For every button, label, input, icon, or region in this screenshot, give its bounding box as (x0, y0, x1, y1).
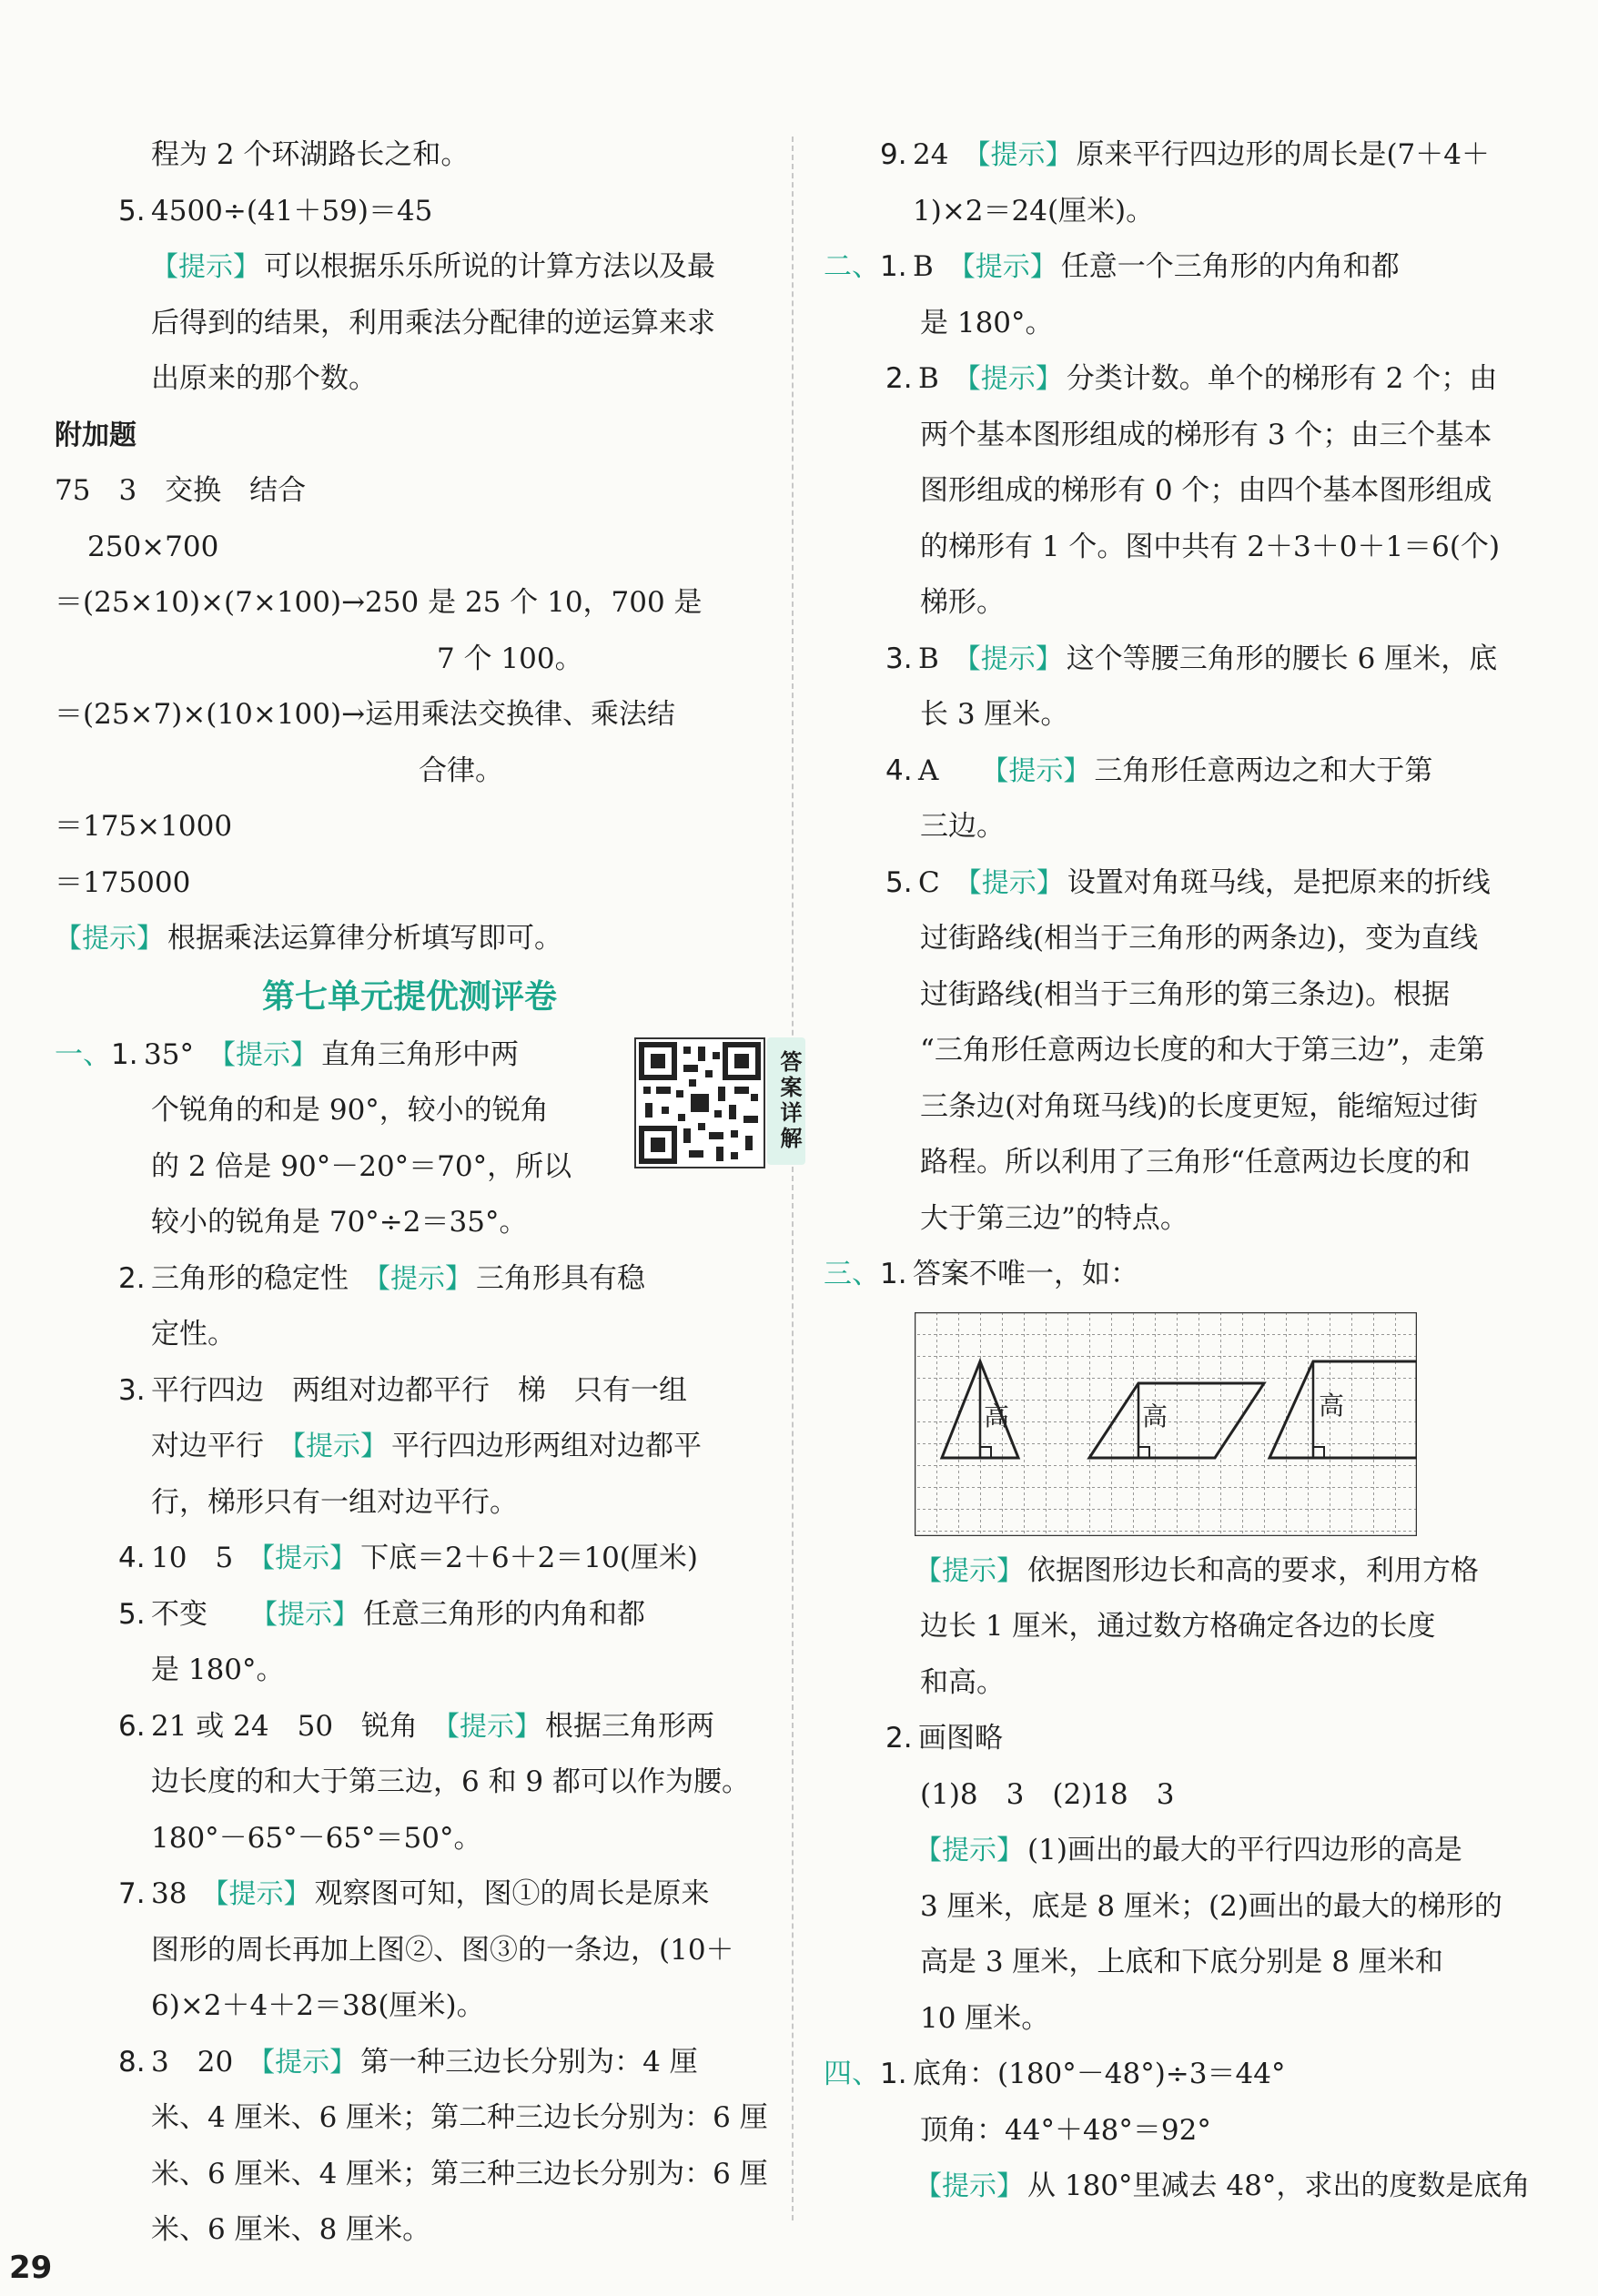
qr-label: 答案详解 (767, 1037, 805, 1165)
hint-label: 【提示】 (261, 2046, 358, 2079)
hint-label: 【提示】 (915, 1554, 1024, 1587)
text-line: 边长 1 厘米，通过数方格确定各边的长度 (920, 1610, 1436, 1643)
hint-label: 【提示】 (961, 251, 1057, 283)
hint-label: 【提示】 (915, 2170, 1024, 2202)
section-title: 第七单元提优测评卷 (261, 977, 557, 1016)
column-divider (792, 137, 794, 2220)
answer-7: 7. 38 【提示】 观察图可知，图①的周长是原来 (118, 1877, 710, 1910)
height-label: 高 (1319, 1390, 1345, 1421)
text-line: 75 3 交换 结合 (55, 474, 307, 507)
text-line: 高是 3 厘米，上底和下底分别是 8 厘米和 (920, 1946, 1443, 1978)
text-line: 大于第三边”的特点。 (920, 1201, 1188, 1235)
text-line: 三条边(对角斑马线)的长度更短，能缩短过街 (920, 1089, 1479, 1123)
text-line: 较小的锐角是 70°÷2＝35°。 (151, 1206, 528, 1239)
right-column (824, 127, 1533, 2215)
text-line: “三角形任意两边长度的和大于第三边”，走第 (920, 1034, 1485, 1067)
text-line: 顶角：44°＋48°＝92° (920, 2113, 1211, 2147)
hint-label: 【提示】 (55, 923, 164, 955)
hint-label: 【提示】 (915, 1835, 1024, 1866)
text-line: 个锐角的和是 90°，较小的锐角 (151, 1094, 549, 1127)
text-line: ＝(25×7)×(10×100)→运用乘法交换律、乘法结 (55, 698, 676, 731)
text-line: 定性。 (151, 1318, 236, 1350)
answer-b4: 4. A 【提示】 三角形任意两边之和大于第 (885, 754, 1433, 787)
text-line: 梯形。 (920, 586, 1005, 619)
text-line: ＝175×1000 (55, 810, 233, 843)
height-label: 高 (1142, 1401, 1168, 1431)
hint-line: 【提示】 (1)画出的最大的平行四边形的高是 (915, 1834, 1462, 1866)
text-line: 三边。 (920, 810, 1005, 843)
answer-c2: 2. 画图略 (885, 1722, 1003, 1755)
text-line: 的梯形有 1 个。图中共有 2＋3＋0＋1＝6(个) (920, 530, 1501, 563)
text-line: 10 厘米。 (920, 2001, 1050, 2035)
text-line: 180°－65°－65°＝50°。 (151, 1821, 482, 1855)
answer-b1: 二、1. B 【提示】 任意一个三角形的内角和都 (824, 250, 1400, 283)
hint-line: 【提示】 从 180°里减去 48°，求出的度数是底角 (915, 2170, 1531, 2202)
text-line: 合律。 (419, 754, 503, 787)
text-line: 程为 2 个环湖路长之和。 (151, 138, 470, 171)
height-label: 高 (984, 1401, 1010, 1431)
text-line: 后得到的结果，利用乘法分配律的逆运算来求 (151, 306, 715, 339)
bonus-heading: 附加题 (55, 419, 137, 451)
text-line: 路程。所以利用了三角形“任意两边长度的和 (920, 1146, 1471, 1178)
qr-block[interactable] (587, 1037, 814, 1174)
text-line: ＝175000 (55, 865, 191, 899)
answer-8: 8. 3 20 【提示】 第一种三边长分别为：4 厘 (118, 2045, 698, 2079)
text-line: 两个基本图形组成的梯形有 3 个；由三个基本 (920, 418, 1492, 451)
answer-5: 5. 不变 【提示】 任意三角形的内角和都 (118, 1597, 645, 1631)
hint-label: 【提示】 (966, 642, 1063, 675)
grid-figure (915, 1312, 1417, 1536)
answer-2: 2. 三角形的稳定性 【提示】 三角形具有稳 (118, 1261, 645, 1295)
hint-label: 【提示】 (995, 754, 1091, 787)
hint-line: 【提示】 可以根据乐乐所说的计算方法以及最 (151, 250, 715, 283)
hint-label: 【提示】 (221, 1038, 318, 1071)
hint-label: 【提示】 (264, 1598, 359, 1631)
page-number: 29 (9, 2250, 53, 2286)
hint-label: 【提示】 (966, 363, 1063, 395)
text-line: 图形组成的梯形有 0 个；由四个基本图形组成 (920, 474, 1492, 507)
text-line: 出原来的那个数。 (151, 362, 377, 395)
text-line: 长 3 厘米。 (920, 698, 1069, 731)
hint-label: 【提示】 (967, 866, 1064, 899)
text-line: 7 个 100。 (437, 642, 583, 675)
answer-d1: 四、1. 底角：(180°－48°)÷3＝44° (824, 2058, 1286, 2090)
text-line: 过街路线(相当于三角形的两条边)，变为直线 (920, 922, 1479, 955)
answer-1: 一、1. 35° 【提示】 直角三角形中两 (55, 1037, 519, 1071)
hint-label: 【提示】 (292, 1431, 388, 1462)
text-line: 过街路线(相当于三角形的第三条边)。根据 (920, 977, 1451, 1011)
answer-b3: 3. B 【提示】 这个等腰三角形的腰长 6 厘米，底 (885, 642, 1498, 675)
text-line: 边长度的和大于第三边，6 和 9 都可以作为腰。 (151, 1765, 751, 1798)
text-line: 和高。 (920, 1665, 1005, 1699)
hint-label: 【提示】 (151, 251, 260, 283)
hint-label: 【提示】 (377, 1262, 472, 1295)
text-line: 米、6 厘米、8 厘米。 (151, 2213, 431, 2246)
answer-b5: 5. C 【提示】 设置对角斑马线，是把原来的折线 (885, 865, 1491, 899)
text-line: 1)×2＝24(厘米)。 (913, 194, 1155, 228)
text-line: 行，梯形只有一组对边平行。 (151, 1485, 518, 1519)
text-line: 对边平行 【提示】 平行四边形两组对边都平 (151, 1430, 702, 1462)
answer-c1: 三、1. 答案不唯一，如： (824, 1258, 1138, 1290)
text-line: 米、6 厘米、4 厘米；第三种三边长分别为：6 厘 (151, 2157, 768, 2190)
text-line: 是 180°。 (920, 306, 1054, 339)
answer-b2: 2. B 【提示】 分类计数。单个的梯形有 2 个；由 (885, 362, 1498, 395)
text-line: 250×700 (87, 530, 219, 563)
text-line: 米、4 厘米、6 厘米；第二种三边长分别为：6 厘 (151, 2101, 768, 2134)
hint-label: 【提示】 (215, 1878, 311, 1910)
text-line: 图形的周长再加上图②、图③的一条边，(10＋ (151, 1933, 734, 1967)
text-line: 是 180°。 (151, 1654, 285, 1686)
hint-label: 【提示】 (976, 139, 1073, 171)
text-line: ＝(25×10)×(7×100)→250 是 25 个 10，700 是 (55, 586, 703, 619)
answer-4: 4. 10 5 【提示】 下底＝2＋6＋2＝10(厘米) (118, 1542, 698, 1574)
text-line: 6)×2＋4＋2＝38(厘米)。 (151, 1989, 485, 2022)
grid-svg (915, 1312, 1417, 1536)
answer-3: 3. 平行四边 两组对边都平行 梯 只有一组 (118, 1373, 687, 1407)
hint-line: 【提示】 依据图形边长和高的要求，利用方格 (915, 1553, 1479, 1587)
left-column (55, 127, 802, 2259)
hint-line: 【提示】 根据乘法运算律分析填写即可。 (55, 922, 562, 955)
answer-5: 5. 4500÷(41＋59)＝45 (118, 194, 433, 228)
hint-label: 【提示】 (261, 1542, 358, 1574)
answer-9: 9. 24 【提示】 原来平行四边形的周长是(7＋4＋ (880, 138, 1490, 171)
hint-label: 【提示】 (446, 1710, 542, 1743)
text-line: 的 2 倍是 90°－20°＝70°，所以 (151, 1149, 572, 1183)
text-line: (1)8 3 (2)18 3 (920, 1777, 1175, 1811)
text-line: 3 厘米，底是 8 厘米；(2)画出的最大的梯形的 (920, 1889, 1502, 1923)
answer-6: 6. 21 或 24 50 锐角 【提示】 根据三角形两 (118, 1709, 715, 1743)
qr-code-icon[interactable] (634, 1037, 765, 1168)
